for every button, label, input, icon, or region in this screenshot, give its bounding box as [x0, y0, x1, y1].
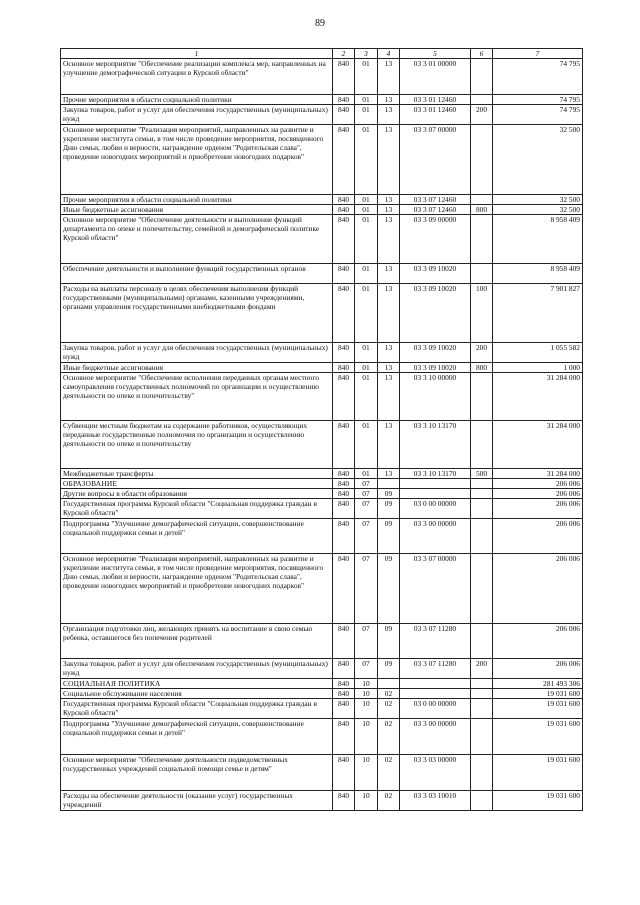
cell-name: Основное мероприятие "Обеспечение деятельности и выполнение функций департамента по опеке и попечительству, семейной и демографической политике Курской области": [61, 215, 333, 264]
cell-name: Иные бюджетные ассигнования: [61, 205, 333, 215]
cell-name: Основное мероприятие "Обеспечение деятельности подведомственных государственных учреждений социальной помощи семье и детям": [61, 755, 333, 791]
cell-name: Прочие мероприятия в области социальной политики: [61, 95, 333, 105]
cell-subsection: 09: [378, 624, 400, 659]
table-row: [61, 554, 583, 624]
cell-subsection: [378, 479, 400, 489]
table-row: [61, 489, 583, 499]
table-header-row: [61, 49, 583, 59]
cell-section: 01: [355, 205, 378, 215]
cell-ministry: 840: [333, 489, 355, 499]
cell-name: Закупка товаров, работ и услуг для обеспечения государственных (муниципальных) нужд: [61, 105, 333, 125]
cell-expense-type: 800: [471, 363, 493, 373]
cell-sum: 74 795: [493, 105, 583, 125]
cell-target-article: 03 3 07 11280: [400, 659, 471, 679]
cell-name: Обеспечение деятельности и выполнение функций государственных органов: [61, 264, 333, 284]
page-number: 89: [315, 18, 325, 29]
table-row: [61, 679, 583, 689]
cell-ministry: 840: [333, 755, 355, 791]
cell-section: 10: [355, 719, 378, 755]
cell-subsection: 13: [378, 195, 400, 205]
cell-expense-type: [471, 215, 493, 264]
cell-target-article: 03 3 03 00000: [400, 755, 471, 791]
cell-target-article: 03 3 07 11280: [400, 624, 471, 659]
cell-ministry: 840: [333, 195, 355, 205]
table-row: [61, 624, 583, 659]
column-header-name: 1: [61, 49, 333, 59]
cell-section: 01: [355, 125, 378, 195]
column-header-target-article: 5: [400, 49, 471, 59]
cell-target-article: 03 3 07 12460: [400, 195, 471, 205]
cell-ministry: 840: [333, 95, 355, 105]
cell-section: 07: [355, 489, 378, 499]
cell-name: Основное мероприятие "Реализация мероприятий, направленных на развитие и укрепление института семьи, в том числе проведение мероприятия, посвященного Дню семьи, любви и верности, награждение орденом "Родительская слава", проведение новогодних мероприятий и приобретение новогодних подарков": [61, 125, 333, 195]
cell-name: Основное мероприятие "Обеспечение реализации комплекса мер, направленных на улучшение демографической ситуации в Курской области": [61, 59, 333, 95]
cell-subsection: 02: [378, 699, 400, 719]
cell-section: 10: [355, 755, 378, 791]
cell-expense-type: [471, 499, 493, 519]
cell-subsection: 02: [378, 755, 400, 791]
cell-target-article: [400, 679, 471, 689]
cell-subsection: 13: [378, 59, 400, 95]
cell-sum: 19 031 600: [493, 699, 583, 719]
table-row: [61, 373, 583, 421]
table-row: [61, 699, 583, 719]
cell-subsection: 13: [378, 205, 400, 215]
table-row: [61, 205, 583, 215]
table-row: [61, 343, 583, 363]
cell-section: 01: [355, 215, 378, 264]
cell-subsection: 13: [378, 363, 400, 373]
cell-name: Организация подготовки лиц, желающих принять на воспитание в свою семью ребенка, оставшегося без попечения родителей: [61, 624, 333, 659]
cell-expense-type: [471, 373, 493, 421]
cell-expense-type: [471, 489, 493, 499]
cell-ministry: 840: [333, 343, 355, 363]
cell-expense-type: [471, 479, 493, 489]
cell-section: 07: [355, 499, 378, 519]
cell-name: Субвенции местным бюджетам на содержание работников, осуществляющих переданные государственные полномочия по организации и осуществлению деятельности по опеке и попечительству: [61, 421, 333, 469]
cell-name: Другие вопросы в области образования: [61, 489, 333, 499]
cell-section: 01: [355, 469, 378, 479]
cell-subsection: 13: [378, 264, 400, 284]
cell-subsection: 02: [378, 791, 400, 811]
cell-subsection: 09: [378, 659, 400, 679]
cell-name: Закупка товаров, работ и услуг для обеспечения государственных (муниципальных) нужд: [61, 659, 333, 679]
cell-ministry: 840: [333, 679, 355, 689]
cell-expense-type: 200: [471, 105, 493, 125]
cell-target-article: 03 3 07 00000: [400, 125, 471, 195]
cell-expense-type: [471, 125, 493, 195]
table-body: [61, 59, 583, 811]
cell-ministry: 840: [333, 624, 355, 659]
cell-target-article: 03 3 07 00000: [400, 554, 471, 624]
cell-section: 10: [355, 679, 378, 689]
cell-target-article: 03 3 00 00000: [400, 519, 471, 554]
cell-sum: 206 006: [493, 489, 583, 499]
cell-name: Основное мероприятие "Обеспечение исполнения переданных органам местного самоуправления государственных полномочий по организации и осуществлению деятельности по опеке и попечительству": [61, 373, 333, 421]
cell-expense-type: [471, 554, 493, 624]
cell-ministry: 840: [333, 699, 355, 719]
cell-name: Подпрограмма "Улучшение демографической ситуации, совершенствование социальной поддержки семьи и детей": [61, 719, 333, 755]
cell-target-article: 03 0 00 00000: [400, 699, 471, 719]
cell-section: 01: [355, 343, 378, 363]
cell-ministry: 840: [333, 264, 355, 284]
table-row: [61, 519, 583, 554]
table-row: [61, 421, 583, 469]
cell-sum: 206 006: [493, 519, 583, 554]
table-row: [61, 264, 583, 284]
cell-section: 01: [355, 363, 378, 373]
cell-section: 01: [355, 284, 378, 343]
cell-target-article: 03 3 00 00000: [400, 719, 471, 755]
cell-name: Расходы на обеспечение деятельности (оказание услуг) государственных учреждений: [61, 791, 333, 811]
cell-name: Государственная программа Курской области "Социальная поддержка граждан в Курской области": [61, 699, 333, 719]
cell-subsection: 13: [378, 343, 400, 363]
cell-target-article: 03 3 09 10020: [400, 284, 471, 343]
cell-name: Прочие мероприятия в области социальной политики: [61, 195, 333, 205]
cell-name: Иные бюджетные ассигнования: [61, 363, 333, 373]
cell-target-article: 03 3 09 00000: [400, 215, 471, 264]
cell-expense-type: 100: [471, 284, 493, 343]
cell-expense-type: 800: [471, 205, 493, 215]
table-row: [61, 755, 583, 791]
cell-sum: 206 006: [493, 554, 583, 624]
cell-section: 07: [355, 519, 378, 554]
cell-subsection: 02: [378, 689, 400, 699]
cell-sum: 31 284 000: [493, 421, 583, 469]
cell-expense-type: [471, 195, 493, 205]
cell-expense-type: [471, 59, 493, 95]
table-row: [61, 719, 583, 755]
cell-target-article: 03 3 10 00000: [400, 373, 471, 421]
cell-subsection: 02: [378, 719, 400, 755]
cell-ministry: 840: [333, 363, 355, 373]
cell-ministry: 840: [333, 373, 355, 421]
cell-ministry: 840: [333, 59, 355, 95]
cell-subsection: 13: [378, 95, 400, 105]
column-header-expense-type: 6: [471, 49, 493, 59]
cell-subsection: 13: [378, 125, 400, 195]
cell-sum: 7 901 827: [493, 284, 583, 343]
cell-sum: 8 958 409: [493, 264, 583, 284]
cell-name: Государственная программа Курской области "Социальная поддержка граждан в Курской области": [61, 499, 333, 519]
cell-ministry: 840: [333, 499, 355, 519]
table-row: [61, 499, 583, 519]
cell-sum: 31 284 000: [493, 373, 583, 421]
cell-name: ОБРАЗОВАНИЕ: [61, 479, 333, 489]
cell-name: Межбюджетные трансферты: [61, 469, 333, 479]
cell-name: Основное мероприятие "Реализация мероприятий, направленных на развитие и укрепление института семьи, в том числе проведение мероприятия, посвященного Дню семьи, любви и верности, награждение орденом "Родительская слава", проведение новогодних мероприятий и приобретение новогодних подарков": [61, 554, 333, 624]
cell-subsection: 09: [378, 489, 400, 499]
cell-target-article: [400, 489, 471, 499]
cell-expense-type: [471, 95, 493, 105]
cell-ministry: 840: [333, 215, 355, 264]
cell-target-article: 03 3 09 10020: [400, 343, 471, 363]
column-header-sum: 7: [493, 49, 583, 59]
cell-section: 01: [355, 105, 378, 125]
cell-expense-type: [471, 755, 493, 791]
cell-section: 07: [355, 479, 378, 489]
cell-expense-type: 500: [471, 469, 493, 479]
table-row: [61, 215, 583, 264]
cell-subsection: 13: [378, 469, 400, 479]
cell-section: 01: [355, 421, 378, 469]
cell-sum: 206 006: [493, 479, 583, 489]
cell-expense-type: [471, 519, 493, 554]
cell-expense-type: [471, 624, 493, 659]
cell-target-article: [400, 479, 471, 489]
cell-ministry: 840: [333, 469, 355, 479]
table-row: [61, 791, 583, 811]
column-header-section: 3: [355, 49, 378, 59]
column-header-ministry: 2: [333, 49, 355, 59]
cell-ministry: 840: [333, 519, 355, 554]
cell-subsection: 13: [378, 421, 400, 469]
cell-expense-type: [471, 421, 493, 469]
cell-name: СОЦИАЛЬНАЯ ПОЛИТИКА: [61, 679, 333, 689]
cell-target-article: 03 3 09 10020: [400, 264, 471, 284]
column-header-subsection: 4: [378, 49, 400, 59]
cell-expense-type: [471, 679, 493, 689]
cell-target-article: 03 3 03 10010: [400, 791, 471, 811]
cell-sum: 32 500: [493, 205, 583, 215]
cell-sum: 1 055 582: [493, 343, 583, 363]
cell-ministry: 840: [333, 554, 355, 624]
cell-name: Расходы на выплаты персоналу в целях обеспечения выполнения функций государственными (муниципальными) органами, казенными учреждениями, органами управления государственными внебюджетными фондами: [61, 284, 333, 343]
cell-section: 01: [355, 195, 378, 205]
cell-section: 10: [355, 791, 378, 811]
cell-name: Закупка товаров, работ и услуг для обеспечения государственных (муниципальных) нужд: [61, 343, 333, 363]
cell-target-article: 03 3 07 12460: [400, 205, 471, 215]
cell-sum: 206 006: [493, 659, 583, 679]
budget-table: [60, 48, 583, 811]
cell-expense-type: [471, 719, 493, 755]
cell-expense-type: [471, 264, 493, 284]
table-row: [61, 195, 583, 205]
cell-subsection: 13: [378, 105, 400, 125]
cell-section: 07: [355, 659, 378, 679]
cell-target-article: 03 3 01 12460: [400, 95, 471, 105]
cell-ministry: 840: [333, 284, 355, 343]
cell-target-article: 03 3 01 12460: [400, 105, 471, 125]
cell-sum: 32 500: [493, 125, 583, 195]
cell-sum: 74 795: [493, 95, 583, 105]
cell-expense-type: 200: [471, 343, 493, 363]
cell-sum: 19 031 600: [493, 689, 583, 699]
cell-ministry: 840: [333, 689, 355, 699]
cell-section: 01: [355, 373, 378, 421]
cell-section: 10: [355, 689, 378, 699]
cell-sum: 32 500: [493, 195, 583, 205]
cell-expense-type: [471, 689, 493, 699]
cell-ministry: 840: [333, 205, 355, 215]
table-row: [61, 284, 583, 343]
cell-section: 07: [355, 554, 378, 624]
cell-sum: 74 795: [493, 59, 583, 95]
cell-expense-type: [471, 699, 493, 719]
cell-section: 07: [355, 624, 378, 659]
cell-ministry: 840: [333, 125, 355, 195]
cell-expense-type: 200: [471, 659, 493, 679]
table-row: [61, 363, 583, 373]
table-row: [61, 469, 583, 479]
cell-section: 01: [355, 59, 378, 95]
cell-ministry: 840: [333, 791, 355, 811]
cell-subsection: 13: [378, 373, 400, 421]
table-row: [61, 689, 583, 699]
cell-sum: 19 031 600: [493, 791, 583, 811]
cell-sum: 8 958 409: [493, 215, 583, 264]
cell-sum: 206 006: [493, 499, 583, 519]
cell-name: Социальное обслуживание населения: [61, 689, 333, 699]
cell-subsection: 09: [378, 499, 400, 519]
cell-target-article: 03 3 01 00000: [400, 59, 471, 95]
cell-ministry: 840: [333, 719, 355, 755]
cell-target-article: 03 3 10 13170: [400, 469, 471, 479]
cell-target-article: [400, 689, 471, 699]
cell-subsection: 09: [378, 554, 400, 624]
cell-subsection: [378, 679, 400, 689]
table-row: [61, 125, 583, 195]
cell-sum: 206 006: [493, 624, 583, 659]
cell-subsection: 13: [378, 215, 400, 264]
cell-ministry: 840: [333, 105, 355, 125]
cell-sum: 31 284 000: [493, 469, 583, 479]
cell-subsection: 09: [378, 519, 400, 554]
cell-sum: 19 031 600: [493, 719, 583, 755]
cell-ministry: 840: [333, 659, 355, 679]
cell-sum: 281 493 306: [493, 679, 583, 689]
table-row: [61, 479, 583, 489]
table-row: [61, 95, 583, 105]
cell-target-article: 03 0 00 00000: [400, 499, 471, 519]
cell-target-article: 03 3 10 13170: [400, 421, 471, 469]
cell-ministry: 840: [333, 421, 355, 469]
table-row: [61, 59, 583, 95]
cell-sum: 1 000: [493, 363, 583, 373]
cell-sum: 19 031 600: [493, 755, 583, 791]
cell-subsection: 13: [378, 284, 400, 343]
cell-ministry: 840: [333, 479, 355, 489]
cell-section: 01: [355, 264, 378, 284]
cell-name: Подпрограмма "Улучшение демографической ситуации, совершенствование социальной поддержки семьи и детей": [61, 519, 333, 554]
cell-expense-type: [471, 791, 493, 811]
table-row: [61, 105, 583, 125]
cell-target-article: 03 3 09 10020: [400, 363, 471, 373]
table-row: [61, 659, 583, 679]
cell-section: 10: [355, 699, 378, 719]
cell-section: 01: [355, 95, 378, 105]
